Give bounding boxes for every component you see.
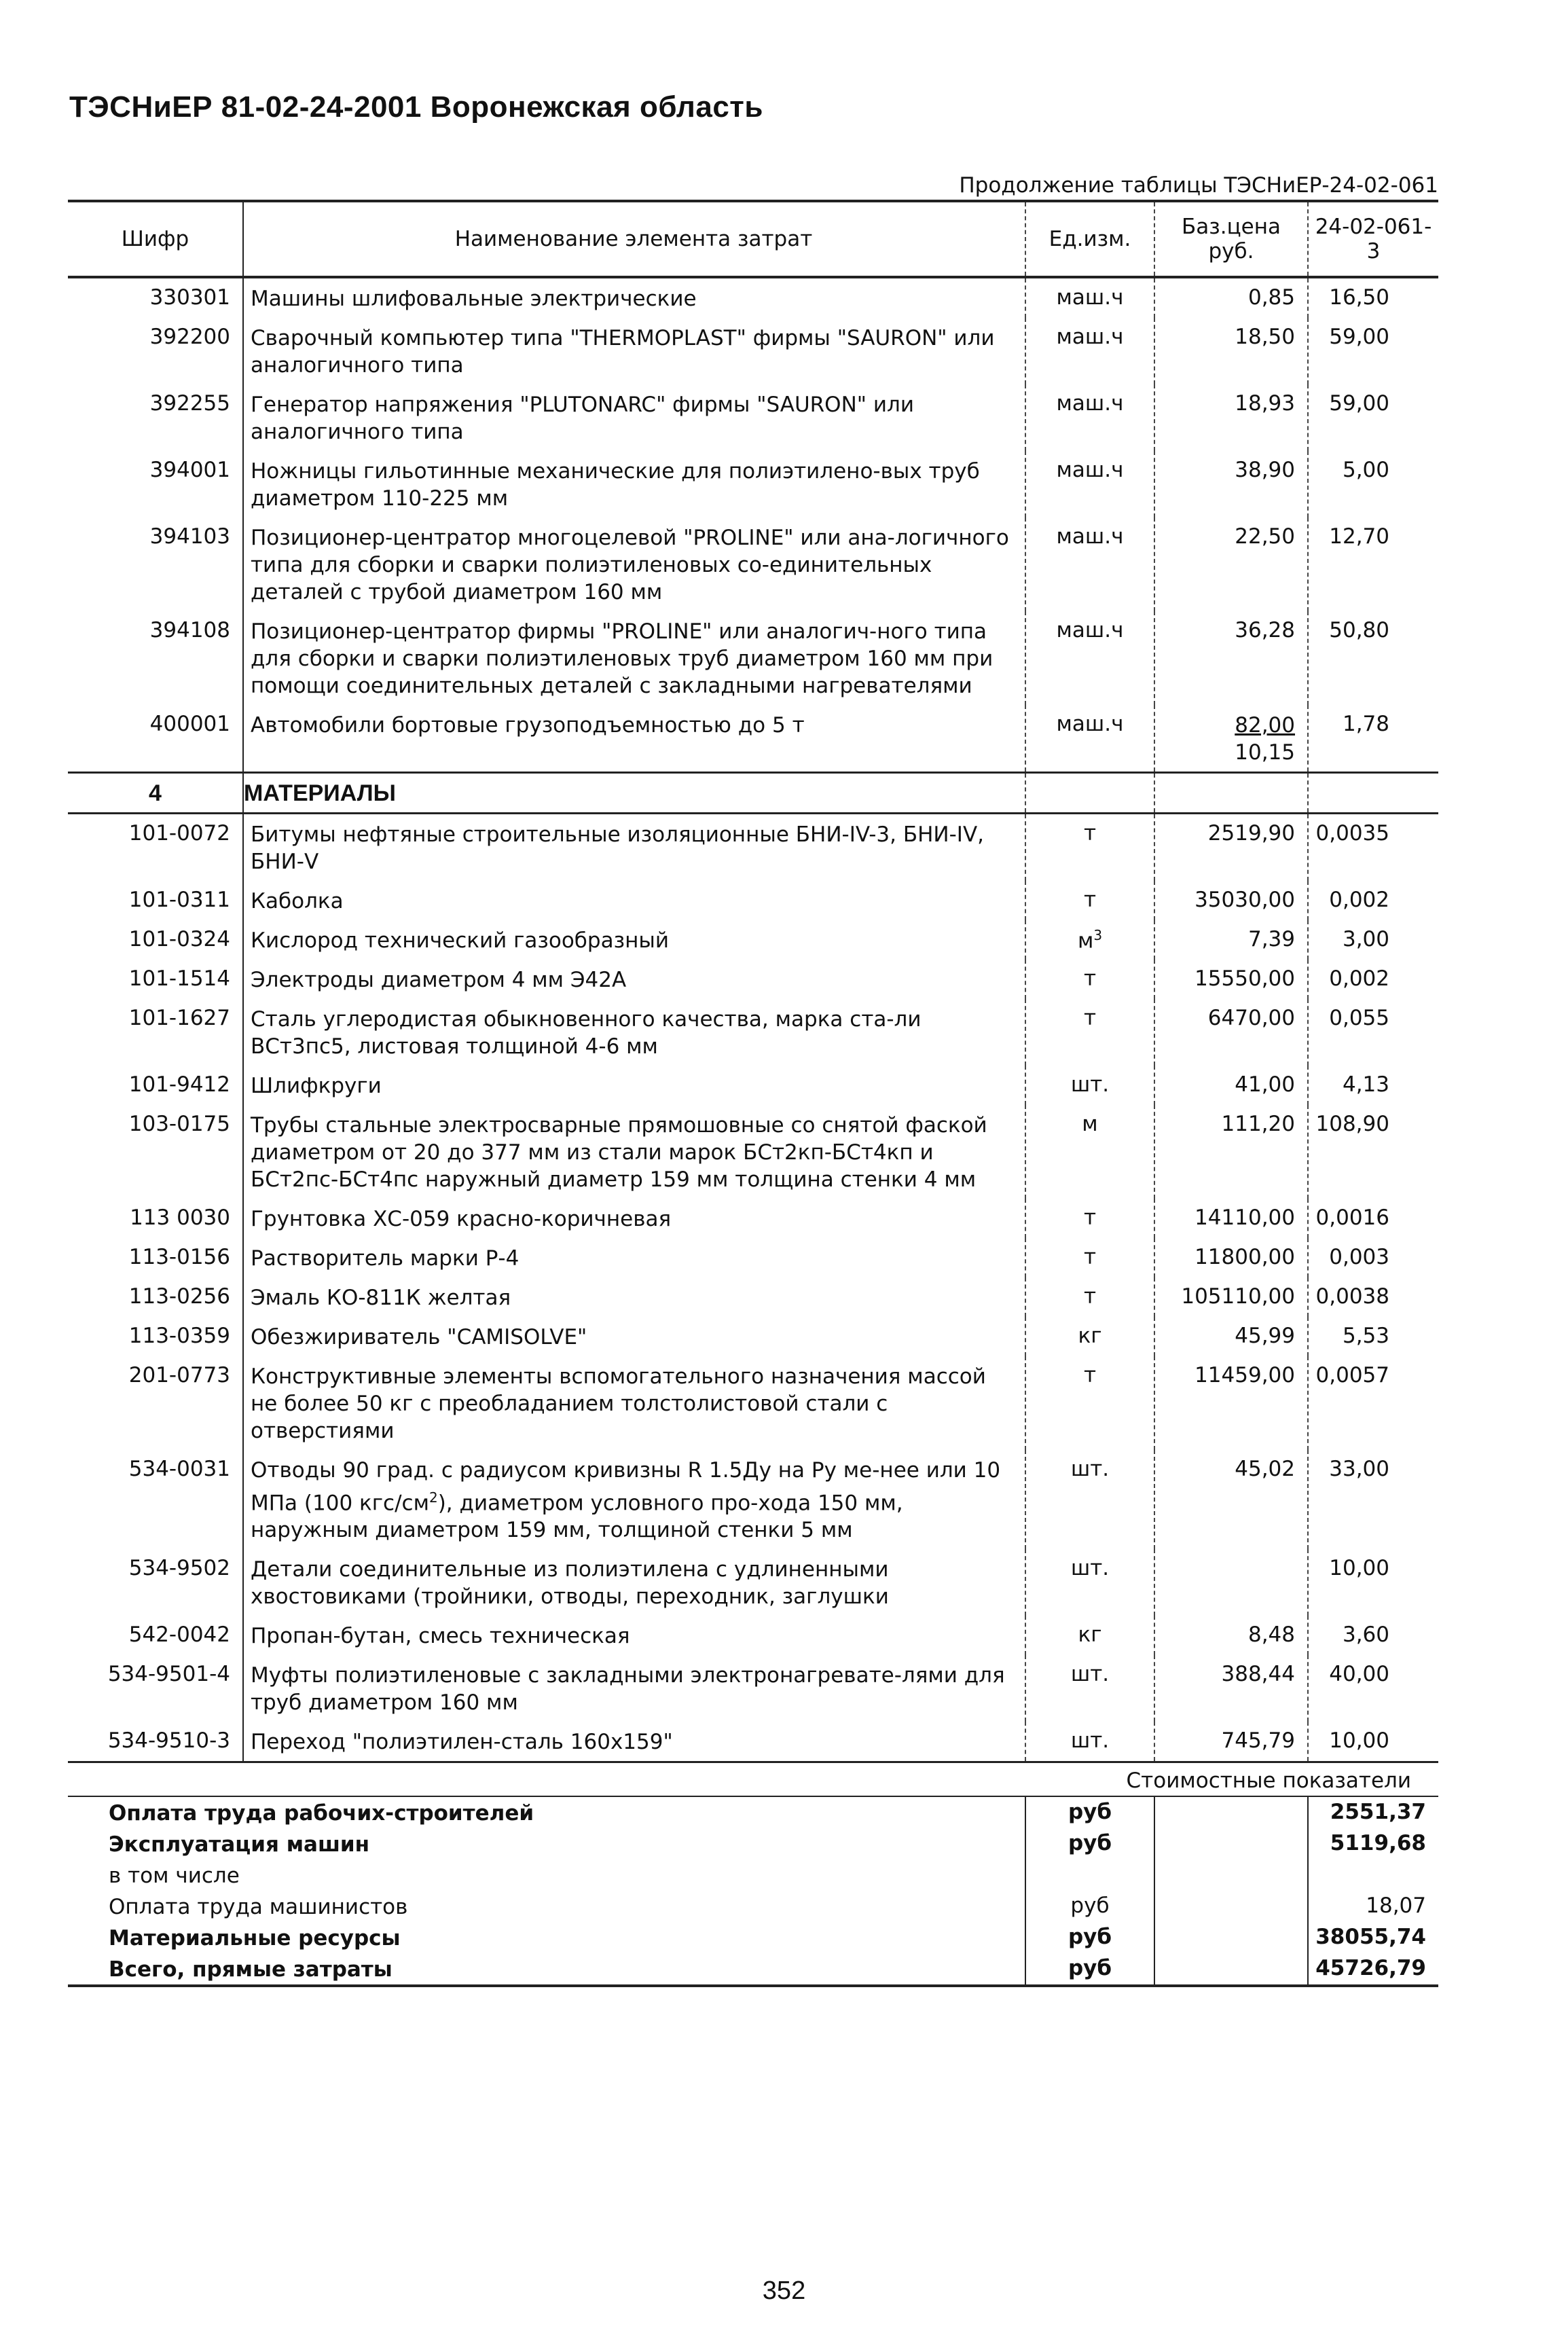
cost-unit: руб <box>1025 1922 1154 1953</box>
cost-row <box>68 1828 1438 1859</box>
row-name: Грунтовка ХС-059 красно-коричневая <box>243 1199 1025 1238</box>
row-code: 101-1514 <box>128 966 230 991</box>
row-value: 59,00 <box>1308 318 1438 384</box>
name-part: ), диаметром условного про-хода 150 мм, наружным диаметром 159 мм, толщиной стенки 5 мм <box>251 1491 903 1543</box>
row-code: 542-0042 <box>128 1622 230 1648</box>
row-value: 0,0035 <box>1308 814 1438 882</box>
section-header-row <box>68 773 1438 814</box>
row-name: Сталь углеродистая обыкновенного качества, марка ста-ли ВСт3пс5, листовая толщиной 4-6 мм <box>243 999 1025 1066</box>
name-part: Отводы 90 град. с радиусом кривизны R 1.5Ду на Ру ме-нее или 10 МПа (100 кгс/см <box>251 1458 1001 1516</box>
row-unit: маш.ч <box>1025 611 1154 705</box>
row-price: 22,50 <box>1154 518 1308 611</box>
row-name: Каболка <box>243 881 1025 920</box>
row-code: 534-0031 <box>128 1457 230 1481</box>
oxygen-row-group <box>68 920 1438 960</box>
row-code: 113 0030 <box>130 1205 230 1230</box>
cost-row <box>68 1953 1438 1986</box>
table-row <box>68 277 1438 318</box>
row-name: Растворитель марки Р-4 <box>243 1238 1025 1277</box>
row-code: 101-0072 <box>128 821 230 846</box>
row-price: 0,85 <box>1154 277 1308 318</box>
row-price: 7,39 <box>1154 920 1308 960</box>
cost-label: Эксплуатация машин <box>109 1832 370 1857</box>
cost-blank-cell <box>1154 1828 1308 1859</box>
row-value: 5,00 <box>1308 451 1438 518</box>
table-row <box>68 384 1438 451</box>
row-name: Электроды диаметром 4 мм Э42А <box>243 960 1025 999</box>
truck-row-group <box>68 705 1438 773</box>
row-name: Пропан-бутан, смесь техническая <box>243 1616 1025 1655</box>
column-header-unit: Ед.изм. <box>1025 201 1154 277</box>
materials-list-a <box>68 814 1438 921</box>
row-value: 33,00 <box>1308 1450 1438 1549</box>
table-row <box>68 1356 1438 1450</box>
row-name: Ножницы гильотинные механические для полиэтилено-вых труб диаметром 110-225 мм <box>243 451 1025 518</box>
price-numerator: 82,00 <box>1235 713 1295 738</box>
cost-blank-cell <box>1154 1796 1308 1828</box>
row-code: 392200 <box>149 325 230 349</box>
table-continuation-caption: Продолжение таблицы ТЭСНиЕР-24-02-061 <box>959 173 1438 198</box>
row-price: 38,90 <box>1154 451 1308 518</box>
bends-row-group <box>68 1450 1438 1549</box>
materials-section-header <box>68 773 1438 814</box>
row-price: 35030,00 <box>1154 881 1308 920</box>
table-row <box>68 611 1438 705</box>
row-name: Генератор напряжения "PLUTONARC" фирмы "SAURON" или аналогичного типа <box>243 384 1025 451</box>
table-row <box>68 1105 1438 1199</box>
row-name: Кислород технический газообразный <box>243 920 1025 960</box>
row-name: Шлифкруги <box>243 1066 1025 1105</box>
row-name: Автомобили бортовые грузоподъемностью до 5 т <box>243 705 1025 773</box>
row-unit: маш.ч <box>1025 318 1154 384</box>
row-price: 14110,00 <box>1154 1199 1308 1238</box>
cost-unit <box>1025 1859 1154 1891</box>
price-denominator: 10,15 <box>1235 740 1295 765</box>
cost-unit: руб <box>1025 1953 1154 1986</box>
row-unit: м <box>1025 1105 1154 1199</box>
row-name: Муфты полиэтиленовые с закладными электронагревате-лями для труб диаметром 160 мм <box>243 1655 1025 1722</box>
row-price: 2519,90 <box>1154 814 1308 882</box>
row-unit: т <box>1025 999 1154 1066</box>
row-code: 101-0324 <box>128 927 230 951</box>
row-name: Конструктивные элементы вспомогательного назначения массой не более 50 кг с преобладанием толстолистовой стали с отверстиями <box>243 1356 1025 1450</box>
row-value: 0,055 <box>1308 999 1438 1066</box>
row-code: 534-9510-3 <box>107 1728 230 1754</box>
row-price: 45,99 <box>1154 1317 1308 1356</box>
row-code: 113-0156 <box>128 1245 230 1269</box>
row-value: 0,0016 <box>1308 1199 1438 1238</box>
row-unit: маш.ч <box>1025 705 1154 773</box>
document-title: ТЭСНиЕР 81-02-24-2001 Воронежская область <box>69 90 763 124</box>
table-row <box>68 920 1438 960</box>
row-value: 12,70 <box>1308 518 1438 611</box>
row-price: 11800,00 <box>1154 1238 1308 1277</box>
materials-list-c <box>68 1549 1438 1762</box>
row-code: 400001 <box>149 712 230 736</box>
row-price: 105110,00 <box>1154 1277 1308 1317</box>
row-name <box>243 1450 1025 1549</box>
row-name: Эмаль КО-811К желтая <box>243 1277 1025 1317</box>
row-unit: шт. <box>1025 1549 1154 1616</box>
row-unit: шт. <box>1025 1655 1154 1722</box>
row-value: 10,00 <box>1308 1549 1438 1616</box>
row-price: 41,00 <box>1154 1066 1308 1105</box>
cost-row <box>68 1891 1438 1922</box>
row-unit: т <box>1025 1356 1154 1450</box>
row-unit: маш.ч <box>1025 451 1154 518</box>
table-row <box>68 1066 1438 1105</box>
row-code: 101-0311 <box>128 888 230 912</box>
table-row <box>68 814 1438 882</box>
row-value: 0,0038 <box>1308 1277 1438 1317</box>
table-row <box>68 1655 1438 1722</box>
section-number: 4 <box>68 773 243 814</box>
row-name: Переход "полиэтилен-сталь 160х159" <box>243 1722 1025 1762</box>
table-row <box>68 960 1438 999</box>
row-unit: т <box>1025 1199 1154 1238</box>
cost-indicators <box>68 1762 1438 1986</box>
row-unit: кг <box>1025 1616 1154 1655</box>
row-value: 1,78 <box>1308 705 1438 773</box>
cost-label: в том числе <box>109 1864 240 1889</box>
cost-unit: руб <box>1025 1796 1154 1828</box>
row-unit: шт. <box>1025 1450 1154 1549</box>
row-value: 16,50 <box>1308 277 1438 318</box>
row-name: Обезжириватель "CAMISOLVE" <box>243 1317 1025 1356</box>
column-header-name: Наименование элемента затрат <box>243 201 1025 277</box>
cost-label: Оплата труда машинистов <box>109 1895 408 1920</box>
row-value: 4,13 <box>1308 1066 1438 1105</box>
cost-value: 45726,79 <box>1308 1953 1438 1986</box>
table-row <box>68 1199 1438 1238</box>
table-row <box>68 1616 1438 1655</box>
cost-blank-cell <box>1154 1891 1308 1922</box>
table-row <box>68 518 1438 611</box>
table-row <box>68 1450 1438 1549</box>
row-unit <box>1025 920 1154 960</box>
cost-unit: руб <box>1025 1828 1154 1859</box>
cost-row <box>68 1922 1438 1953</box>
page-number: 352 <box>762 2276 806 2305</box>
row-code: 101-1627 <box>128 1006 230 1030</box>
column-header-code: Шифр <box>68 201 243 277</box>
row-code: 101-9412 <box>128 1072 230 1097</box>
table-row <box>68 1238 1438 1277</box>
row-price: 388,44 <box>1154 1655 1308 1722</box>
table-row <box>68 1722 1438 1762</box>
row-price: 18,50 <box>1154 318 1308 384</box>
row-code: 394001 <box>149 458 230 482</box>
row-price: 8,48 <box>1154 1616 1308 1655</box>
row-price: 111,20 <box>1154 1105 1308 1199</box>
row-unit: шт. <box>1025 1066 1154 1105</box>
row-code: 394108 <box>149 618 230 642</box>
row-unit: шт. <box>1025 1722 1154 1762</box>
column-header-price <box>1154 201 1308 277</box>
row-price: 11459,00 <box>1154 1356 1308 1450</box>
row-value: 0,0057 <box>1308 1356 1438 1450</box>
cost-value: 38055,74 <box>1308 1922 1438 1953</box>
cost-blank-cell <box>1154 1859 1308 1891</box>
row-unit: маш.ч <box>1025 518 1154 611</box>
row-price: 45,02 <box>1154 1450 1308 1549</box>
row-price: 745,79 <box>1154 1722 1308 1762</box>
cost-header: Стоимостные показатели <box>1025 1762 1438 1797</box>
row-code: 201-0773 <box>128 1363 230 1387</box>
row-code: 392255 <box>149 391 230 416</box>
row-unit: т <box>1025 814 1154 882</box>
cost-elements-table <box>68 200 1438 1987</box>
row-value: 108,90 <box>1308 1105 1438 1199</box>
row-value: 5,53 <box>1308 1317 1438 1356</box>
cost-value: 5119,68 <box>1308 1828 1438 1859</box>
row-value: 3,60 <box>1308 1616 1438 1655</box>
table-row <box>68 999 1438 1066</box>
row-code: 113-0359 <box>128 1324 230 1348</box>
row-code: 394103 <box>149 524 230 549</box>
row-code: 330301 <box>149 285 230 310</box>
row-code: 113-0256 <box>128 1284 230 1309</box>
table-row <box>68 1549 1438 1616</box>
cost-header-row <box>68 1762 1438 1797</box>
row-value: 59,00 <box>1308 384 1438 451</box>
price-header-line1: Баз.цена <box>1181 215 1281 239</box>
row-unit: кг <box>1025 1317 1154 1356</box>
cost-blank-cell <box>1154 1953 1308 1986</box>
table-row <box>68 451 1438 518</box>
row-price: 36,28 <box>1154 611 1308 705</box>
row-unit: т <box>1025 881 1154 920</box>
row-unit: т <box>1025 1277 1154 1317</box>
row-value: 3,00 <box>1308 920 1438 960</box>
row-value: 40,00 <box>1308 1655 1438 1722</box>
machines-section <box>68 277 1438 705</box>
table-row <box>68 1277 1438 1317</box>
row-price: 6470,00 <box>1154 999 1308 1066</box>
cost-label: Оплата труда рабочих-строителей <box>109 1801 534 1826</box>
row-unit: маш.ч <box>1025 384 1154 451</box>
table-row <box>68 1317 1438 1356</box>
price-header-line2: руб. <box>1208 239 1254 264</box>
row-name: Машины шлифовальные электрические <box>243 277 1025 318</box>
row-code: 534-9502 <box>128 1556 230 1581</box>
cost-value: 18,07 <box>1308 1891 1438 1922</box>
row-price: 15550,00 <box>1154 960 1308 999</box>
cost-blank-cell <box>1154 1922 1308 1953</box>
row-unit: т <box>1025 960 1154 999</box>
cost-label: Всего, прямые затраты <box>68 1953 1025 1986</box>
materials-list-b <box>68 960 1438 1450</box>
row-unit: т <box>1025 1238 1154 1277</box>
table-row <box>68 318 1438 384</box>
table-row <box>68 881 1438 920</box>
row-code: 534-9501-4 <box>107 1662 230 1687</box>
cost-label: Материальные ресурсы <box>109 1926 401 1951</box>
unit-base: м <box>1077 928 1094 954</box>
unit-superscript: 3 <box>1093 927 1103 943</box>
name-superscript: 2 <box>429 1489 438 1506</box>
row-name: Сварочный компьютер типа "THERMOPLAST" фирмы "SAURON" или аналогичного типа <box>243 318 1025 384</box>
row-value: 50,80 <box>1308 611 1438 705</box>
row-value: 0,003 <box>1308 1238 1438 1277</box>
row-name: Детали соединительные из полиэтилена с удлиненными хвостовиками (тройники, отводы, переходник, заглушки <box>243 1549 1025 1616</box>
cost-row <box>68 1796 1438 1828</box>
row-name: Трубы стальные электросварные прямошовные со снятой фаской диаметром от 20 до 377 мм из стали марок БСт2кп-БСт4кп и БСт2пс-БСт4пс наружный диаметр 159 мм толщина стенки 4 мм <box>243 1105 1025 1199</box>
row-name: Битумы нефтяные строительные изоляционные БНИ-IV-3, БНИ-IV, БНИ-V <box>243 814 1025 882</box>
cost-value <box>1308 1859 1438 1891</box>
row-name: Позиционер-центратор многоцелевой "PROLINE" или ана-логичного типа для сборки и сварки полиэтиленовых со-единительных деталей с трубой диаметром 160 мм <box>243 518 1025 611</box>
row-value: 0,002 <box>1308 960 1438 999</box>
table-row <box>68 705 1438 773</box>
row-name: Позиционер-центратор фирмы "PROLINE" или аналогич-ного типа для сборки и сварки полиэтиленовых труб диаметром 160 мм при помощи соединительных деталей с закладными нагревателями <box>243 611 1025 705</box>
cost-unit: руб <box>1025 1891 1154 1922</box>
section-title: МАТЕРИАЛЫ <box>243 773 1025 814</box>
row-value: 10,00 <box>1308 1722 1438 1762</box>
row-value: 0,002 <box>1308 881 1438 920</box>
row-price <box>1154 1549 1308 1616</box>
table-header-row <box>68 201 1438 277</box>
cost-row <box>68 1859 1438 1891</box>
row-price: 18,93 <box>1154 384 1308 451</box>
row-code: 103-0175 <box>128 1112 230 1136</box>
row-unit: маш.ч <box>1025 277 1154 318</box>
cost-value: 2551,37 <box>1308 1796 1438 1828</box>
column-header-norm: 24-02-061-3 <box>1308 201 1438 277</box>
row-price <box>1154 705 1308 773</box>
